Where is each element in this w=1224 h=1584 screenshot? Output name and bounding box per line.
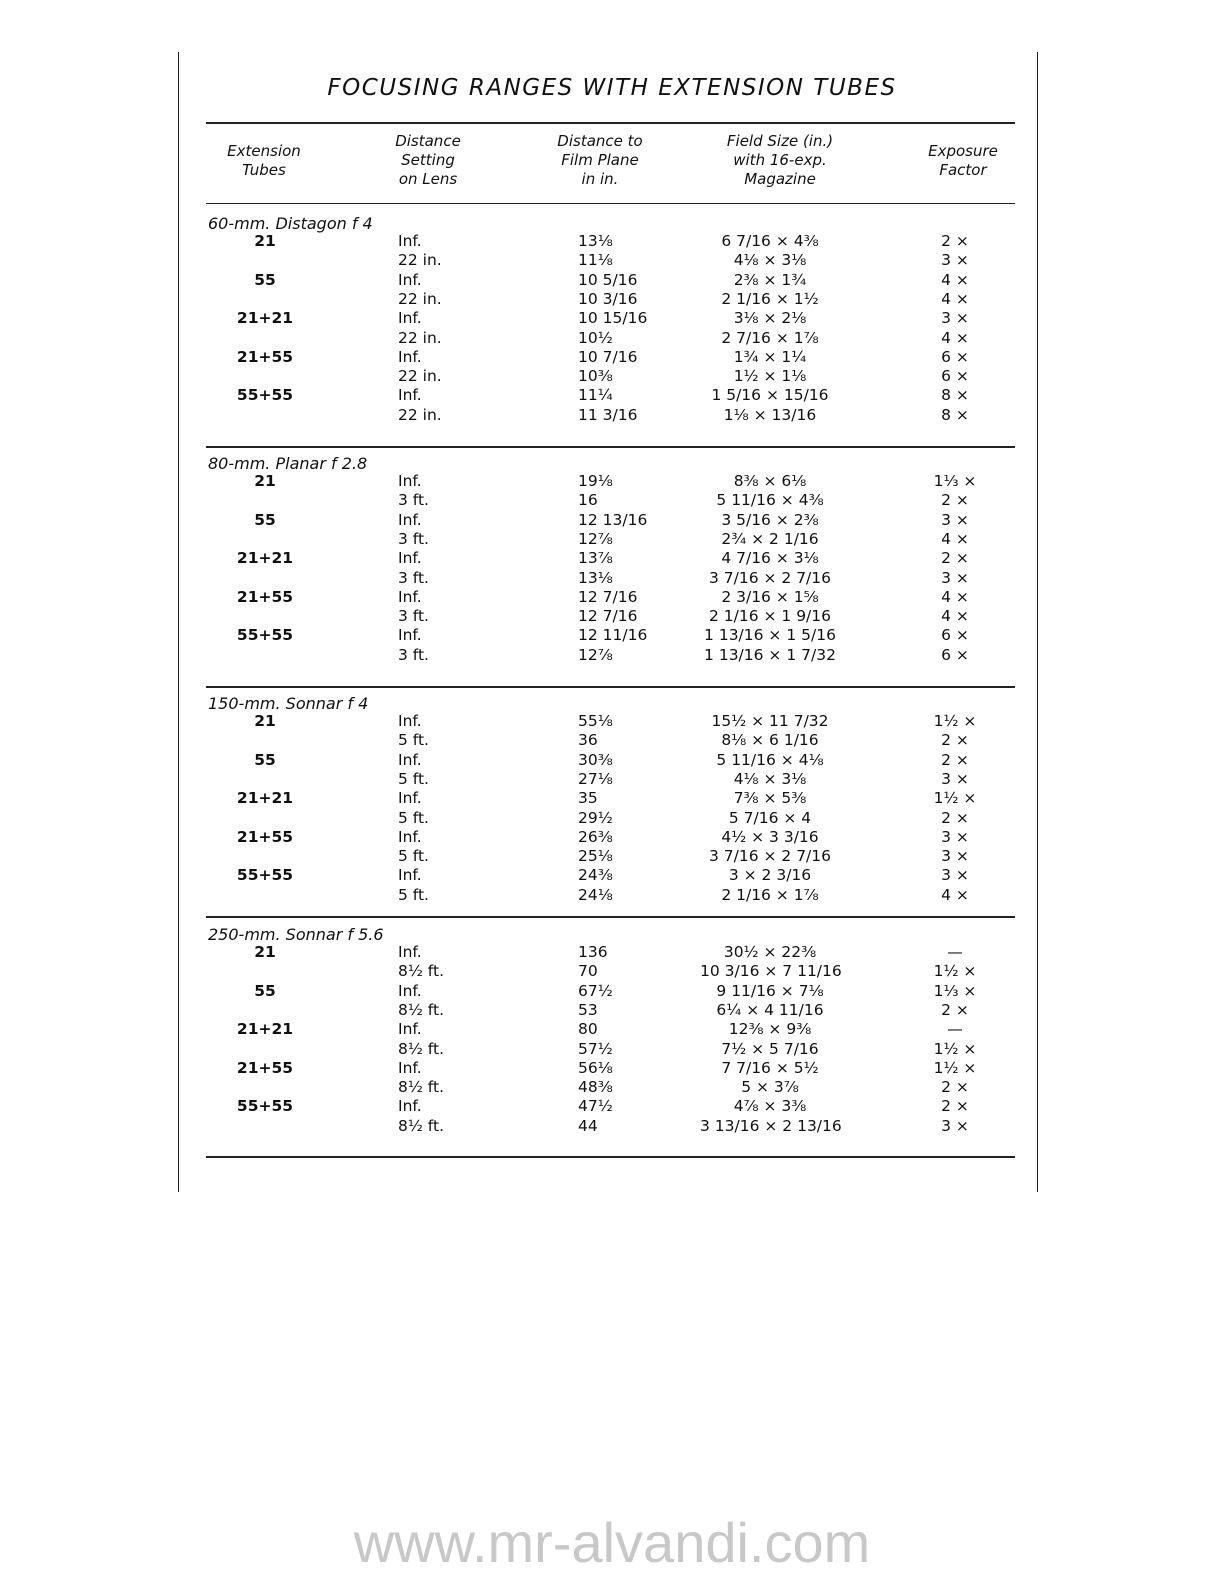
film-plane-cell: 26⅜ bbox=[578, 827, 613, 846]
table-row bbox=[0, 770, 1224, 789]
table-row bbox=[0, 962, 1224, 981]
header-film-plane: Distance to Film Plane in in. bbox=[557, 132, 643, 188]
field-size-cell: 2 7/16 × 1⅞ bbox=[721, 328, 819, 347]
film-plane-cell: 13⅛ bbox=[578, 232, 613, 250]
film-plane-cell: 13⅞ bbox=[578, 549, 613, 568]
film-plane-cell: 16 bbox=[578, 491, 598, 510]
table-row bbox=[0, 491, 1224, 510]
header-bottom-rule bbox=[206, 203, 1015, 204]
distance-setting-cell: 5 ft. bbox=[398, 769, 429, 788]
exposure-factor-cell: 2 × bbox=[941, 1078, 969, 1097]
tube-cell: 55 bbox=[254, 981, 276, 1000]
distance-setting-cell: Inf. bbox=[398, 866, 422, 885]
exposure-factor-cell: 4 × bbox=[941, 607, 969, 626]
distance-setting-cell: Inf. bbox=[398, 270, 422, 289]
distance-setting-cell: 3 ft. bbox=[398, 607, 429, 626]
tube-cell: 21+55 bbox=[236, 827, 294, 846]
table-row bbox=[0, 309, 1224, 328]
film-plane-cell: 47½ bbox=[578, 1097, 613, 1116]
table-row bbox=[0, 251, 1224, 270]
exposure-factor-cell: 4 × bbox=[941, 529, 969, 548]
table-row bbox=[0, 348, 1224, 367]
table-row bbox=[0, 809, 1224, 828]
film-plane-cell: 11 3/16 bbox=[578, 405, 638, 424]
tube-cell: 21+55 bbox=[236, 347, 294, 366]
table-row bbox=[0, 789, 1224, 808]
field-size-cell: 4 7/16 × 3⅛ bbox=[721, 549, 819, 568]
exposure-factor-cell: 3 × bbox=[941, 309, 969, 328]
exposure-factor-cell: 2 × bbox=[941, 731, 969, 750]
film-plane-cell: 12 11/16 bbox=[578, 626, 648, 645]
exposure-factor-cell: 1½ × bbox=[933, 962, 977, 981]
film-plane-cell: 11⅛ bbox=[578, 251, 613, 270]
field-size-cell: 2¾ × 2 1/16 bbox=[721, 529, 819, 548]
distance-setting-cell: 22 in. bbox=[398, 328, 442, 347]
distance-setting-cell: 3 ft. bbox=[398, 491, 429, 510]
distance-setting-cell: 3 ft. bbox=[398, 568, 429, 587]
film-plane-cell: 35 bbox=[578, 789, 598, 808]
film-plane-cell: 53 bbox=[578, 1000, 598, 1019]
tube-cell: 21 bbox=[254, 712, 276, 730]
section-title: 60-mm. Distagon f 4 bbox=[208, 214, 373, 233]
table-row bbox=[0, 367, 1224, 386]
section-title: 150-mm. Sonnar f 4 bbox=[208, 694, 369, 713]
distance-setting-cell: Inf. bbox=[398, 1058, 422, 1077]
table-row bbox=[0, 511, 1224, 530]
film-plane-cell: 11¼ bbox=[578, 386, 613, 405]
exposure-factor-cell: 3 × bbox=[941, 1116, 969, 1135]
header-distance-setting: Distance Setting on Lens bbox=[395, 132, 461, 188]
distance-setting-cell: Inf. bbox=[398, 827, 422, 846]
field-size-cell: 1 13/16 × 1 5/16 bbox=[704, 626, 836, 645]
field-size-cell: 3 × 2 3/16 bbox=[728, 866, 812, 885]
field-size-cell: 3⅛ × 2⅛ bbox=[733, 309, 807, 328]
film-plane-cell: 80 bbox=[578, 1020, 598, 1039]
distance-setting-cell: Inf. bbox=[398, 549, 422, 568]
film-plane-cell: 12⅞ bbox=[578, 529, 613, 548]
table-row bbox=[0, 472, 1224, 491]
exposure-factor-cell: 3 × bbox=[941, 251, 969, 270]
field-size-cell: 7½ × 5 7/16 bbox=[721, 1039, 819, 1058]
exposure-factor-cell: 1⅓ × bbox=[933, 981, 977, 1000]
distance-setting-cell: Inf. bbox=[398, 472, 422, 490]
film-plane-cell: 24⅛ bbox=[578, 885, 613, 904]
field-size-cell: 5 × 3⅞ bbox=[741, 1078, 799, 1097]
film-plane-cell: 57½ bbox=[578, 1039, 613, 1058]
exposure-factor-cell: 1½ × bbox=[933, 712, 977, 730]
field-size-cell: 5 11/16 × 4⅜ bbox=[716, 491, 824, 510]
table-row bbox=[0, 1097, 1224, 1116]
distance-setting-cell: Inf. bbox=[398, 510, 422, 529]
table-row bbox=[0, 1078, 1224, 1097]
tube-cell: 21+55 bbox=[236, 587, 294, 606]
distance-setting-cell: Inf. bbox=[398, 626, 422, 645]
tube-cell: 55+55 bbox=[236, 626, 294, 645]
field-size-cell: 2 3/16 × 1⅝ bbox=[721, 587, 819, 606]
section-title: 250-mm. Sonnar f 5.6 bbox=[208, 925, 384, 944]
exposure-factor-cell: 4 × bbox=[941, 328, 969, 347]
table-row bbox=[0, 847, 1224, 866]
distance-setting-cell: Inf. bbox=[398, 587, 422, 606]
exposure-factor-cell: 4 × bbox=[941, 270, 969, 289]
exposure-factor-cell: 2 × bbox=[941, 232, 969, 250]
exposure-factor-cell: 8 × bbox=[941, 405, 969, 424]
field-size-cell: 3 5/16 × 2⅜ bbox=[721, 510, 819, 529]
header-exposure-factor: Exposure Factor bbox=[928, 142, 998, 179]
tube-cell: 21+21 bbox=[236, 309, 294, 328]
field-size-cell: 2 1/16 × 1⅞ bbox=[721, 885, 819, 904]
field-size-cell: 1¾ × 1¼ bbox=[733, 347, 807, 366]
field-size-cell: 8⅜ × 6⅛ bbox=[733, 472, 807, 490]
film-plane-cell: 10 7/16 bbox=[578, 347, 638, 366]
distance-setting-cell: Inf. bbox=[398, 347, 422, 366]
film-plane-cell: 27⅛ bbox=[578, 769, 613, 788]
exposure-factor-cell: 2 × bbox=[941, 1000, 969, 1019]
distance-setting-cell: 22 in. bbox=[398, 405, 442, 424]
table-row bbox=[0, 1040, 1224, 1059]
exposure-factor-cell: 3 × bbox=[941, 866, 969, 885]
exposure-factor-cell: 3 × bbox=[941, 568, 969, 587]
film-plane-cell: 10 5/16 bbox=[578, 270, 638, 289]
table-row bbox=[0, 943, 1224, 962]
section-rule bbox=[206, 686, 1015, 688]
field-size-cell: 30½ × 22⅜ bbox=[723, 943, 817, 961]
film-plane-cell: 25⅛ bbox=[578, 847, 613, 866]
table-row bbox=[0, 329, 1224, 348]
distance-setting-cell: Inf. bbox=[398, 386, 422, 405]
table-row bbox=[0, 751, 1224, 770]
tube-cell: 21 bbox=[254, 943, 276, 961]
exposure-factor-cell: 4 × bbox=[941, 289, 969, 308]
distance-setting-cell: 8½ ft. bbox=[398, 1039, 445, 1058]
exposure-factor-cell: 2 × bbox=[941, 1097, 969, 1116]
table-row bbox=[0, 406, 1224, 425]
table-row bbox=[0, 1020, 1224, 1039]
table-row bbox=[0, 866, 1224, 885]
tube-cell: 21+55 bbox=[236, 1058, 294, 1077]
distance-setting-cell: 8½ ft. bbox=[398, 1000, 445, 1019]
table-row bbox=[0, 982, 1224, 1001]
table-row bbox=[0, 232, 1224, 251]
table-row bbox=[0, 626, 1224, 645]
tube-cell: 55 bbox=[254, 270, 276, 289]
field-size-cell: 1 13/16 × 1 7/32 bbox=[704, 645, 836, 664]
film-plane-cell: 67½ bbox=[578, 981, 613, 1000]
table-row bbox=[0, 271, 1224, 290]
exposure-factor-cell: 3 × bbox=[941, 769, 969, 788]
distance-setting-cell: Inf. bbox=[398, 712, 422, 730]
field-size-cell: 3 13/16 × 2 13/16 bbox=[700, 1116, 842, 1135]
distance-setting-cell: 5 ft. bbox=[398, 731, 429, 750]
table-row bbox=[0, 828, 1224, 847]
field-size-cell: 6¼ × 4 11/16 bbox=[716, 1000, 824, 1019]
exposure-factor-cell: 1½ × bbox=[933, 1039, 977, 1058]
table-row bbox=[0, 886, 1224, 905]
film-plane-cell: 10⅜ bbox=[578, 367, 613, 386]
distance-setting-cell: Inf. bbox=[398, 789, 422, 808]
exposure-factor-cell: 1½ × bbox=[933, 789, 977, 808]
distance-setting-cell: Inf. bbox=[398, 981, 422, 1000]
film-plane-cell: 136 bbox=[578, 943, 608, 961]
watermark: www.mr-alvandi.com bbox=[353, 1511, 871, 1574]
field-size-cell: 3 7/16 × 2 7/16 bbox=[708, 568, 832, 587]
distance-setting-cell: 22 in. bbox=[398, 367, 442, 386]
exposure-factor-cell: 3 × bbox=[941, 510, 969, 529]
exposure-factor-cell: — bbox=[947, 943, 963, 961]
field-size-cell: 15½ × 11 7/32 bbox=[711, 712, 829, 730]
film-plane-cell: 56⅛ bbox=[578, 1058, 613, 1077]
section-rule bbox=[206, 446, 1015, 448]
distance-setting-cell: 5 ft. bbox=[398, 847, 429, 866]
field-size-cell: 3 7/16 × 2 7/16 bbox=[708, 847, 832, 866]
distance-setting-cell: 22 in. bbox=[398, 289, 442, 308]
film-plane-cell: 19⅛ bbox=[578, 472, 613, 490]
exposure-factor-cell: 1⅓ × bbox=[933, 472, 977, 490]
field-size-cell: 2⅜ × 1¾ bbox=[733, 270, 807, 289]
film-plane-cell: 36 bbox=[578, 731, 598, 750]
distance-setting-cell: Inf. bbox=[398, 943, 422, 961]
table-row bbox=[0, 530, 1224, 549]
film-plane-cell: 10½ bbox=[578, 328, 613, 347]
field-size-cell: 8⅛ × 6 1/16 bbox=[721, 731, 819, 750]
exposure-factor-cell: 2 × bbox=[941, 549, 969, 568]
field-size-cell: 1½ × 1⅛ bbox=[733, 367, 807, 386]
table-row bbox=[0, 290, 1224, 309]
field-size-cell: 10 3/16 × 7 11/16 bbox=[700, 962, 842, 981]
field-size-cell: 9 11/16 × 7⅛ bbox=[716, 981, 824, 1000]
distance-setting-cell: 5 ft. bbox=[398, 808, 429, 827]
field-size-cell: 1⅛ × 13/16 bbox=[723, 405, 817, 424]
film-plane-cell: 48⅜ bbox=[578, 1078, 613, 1097]
film-plane-cell: 12⅞ bbox=[578, 645, 613, 664]
film-plane-cell: 24⅜ bbox=[578, 866, 613, 885]
tube-cell: 21+21 bbox=[236, 1020, 294, 1039]
exposure-factor-cell: 4 × bbox=[941, 587, 969, 606]
distance-setting-cell: 5 ft. bbox=[398, 885, 429, 904]
film-plane-cell: 10 3/16 bbox=[578, 289, 638, 308]
film-plane-cell: 30⅜ bbox=[578, 750, 613, 769]
film-plane-cell: 12 7/16 bbox=[578, 587, 638, 606]
exposure-factor-cell: 8 × bbox=[941, 386, 969, 405]
table-row bbox=[0, 588, 1224, 607]
tube-cell: 55 bbox=[254, 510, 276, 529]
exposure-factor-cell: 6 × bbox=[941, 367, 969, 386]
field-size-cell: 4⅛ × 3⅛ bbox=[733, 769, 807, 788]
distance-setting-cell: Inf. bbox=[398, 750, 422, 769]
exposure-factor-cell: — bbox=[947, 1020, 963, 1039]
field-size-cell: 4⅛ × 3⅛ bbox=[733, 251, 807, 270]
table-row bbox=[0, 1059, 1224, 1078]
distance-setting-cell: Inf. bbox=[398, 1097, 422, 1116]
tube-cell: 21 bbox=[254, 232, 276, 250]
table-row bbox=[0, 1001, 1224, 1020]
film-plane-cell: 12 13/16 bbox=[578, 510, 648, 529]
distance-setting-cell: 3 ft. bbox=[398, 529, 429, 548]
page-title: FOCUSING RANGES WITH EXTENSION TUBES bbox=[327, 75, 897, 101]
exposure-factor-cell: 2 × bbox=[941, 750, 969, 769]
exposure-factor-cell: 3 × bbox=[941, 847, 969, 866]
exposure-factor-cell: 3 × bbox=[941, 827, 969, 846]
table-row bbox=[0, 607, 1224, 626]
section-rule bbox=[206, 1156, 1015, 1158]
distance-setting-cell: 3 ft. bbox=[398, 645, 429, 664]
tube-cell: 55+55 bbox=[236, 866, 294, 885]
table-row bbox=[0, 569, 1224, 588]
table-row bbox=[0, 1117, 1224, 1136]
tube-cell: 21 bbox=[254, 472, 276, 490]
exposure-factor-cell: 6 × bbox=[941, 645, 969, 664]
film-plane-cell: 70 bbox=[578, 962, 598, 981]
distance-setting-cell: 8½ ft. bbox=[398, 1116, 445, 1135]
field-size-cell: 12⅜ × 9⅜ bbox=[728, 1020, 812, 1039]
field-size-cell: 4½ × 3 3/16 bbox=[721, 827, 819, 846]
header-extension-tubes: Extension Tubes bbox=[227, 142, 301, 179]
table-row bbox=[0, 712, 1224, 731]
exposure-factor-cell: 2 × bbox=[941, 491, 969, 510]
exposure-factor-cell: 6 × bbox=[941, 626, 969, 645]
exposure-factor-cell: 1½ × bbox=[933, 1058, 977, 1077]
table-row bbox=[0, 646, 1224, 665]
tube-cell: 21+21 bbox=[236, 789, 294, 808]
field-size-cell: 2 1/16 × 1 9/16 bbox=[708, 607, 832, 626]
film-plane-cell: 12 7/16 bbox=[578, 607, 638, 626]
table-row bbox=[0, 549, 1224, 568]
distance-setting-cell: 8½ ft. bbox=[398, 1078, 445, 1097]
exposure-factor-cell: 6 × bbox=[941, 347, 969, 366]
film-plane-cell: 10 15/16 bbox=[578, 309, 648, 328]
field-size-cell: 1 5/16 × 15/16 bbox=[711, 386, 829, 405]
distance-setting-cell: Inf. bbox=[398, 232, 422, 250]
field-size-cell: 5 7/16 × 4 bbox=[728, 808, 812, 827]
tube-cell: 55 bbox=[254, 750, 276, 769]
field-size-cell: 4⅞ × 3⅜ bbox=[733, 1097, 807, 1116]
distance-setting-cell: 8½ ft. bbox=[398, 962, 445, 981]
film-plane-cell: 29½ bbox=[578, 808, 613, 827]
header-top-rule bbox=[206, 122, 1015, 124]
distance-setting-cell: 22 in. bbox=[398, 251, 442, 270]
exposure-factor-cell: 2 × bbox=[941, 808, 969, 827]
film-plane-cell: 13⅛ bbox=[578, 568, 613, 587]
section-title: 80-mm. Planar f 2.8 bbox=[208, 454, 368, 473]
distance-setting-cell: Inf. bbox=[398, 309, 422, 328]
exposure-factor-cell: 4 × bbox=[941, 885, 969, 904]
table-row bbox=[0, 386, 1224, 405]
field-size-cell: 2 1/16 × 1½ bbox=[721, 289, 819, 308]
field-size-cell: 7⅜ × 5⅜ bbox=[733, 789, 807, 808]
field-size-cell: 7 7/16 × 5½ bbox=[721, 1058, 819, 1077]
tube-cell: 55+55 bbox=[236, 1097, 294, 1116]
field-size-cell: 6 7/16 × 4⅜ bbox=[721, 232, 819, 250]
table-row bbox=[0, 731, 1224, 750]
field-size-cell: 5 11/16 × 4⅛ bbox=[716, 750, 824, 769]
film-plane-cell: 55⅛ bbox=[578, 712, 613, 730]
distance-setting-cell: Inf. bbox=[398, 1020, 422, 1039]
tube-cell: 21+21 bbox=[236, 549, 294, 568]
header-field-size: Field Size (in.) with 16-exp. Magazine bbox=[726, 132, 834, 188]
section-rule bbox=[206, 916, 1015, 918]
tube-cell: 55+55 bbox=[236, 386, 294, 405]
film-plane-cell: 44 bbox=[578, 1116, 598, 1135]
